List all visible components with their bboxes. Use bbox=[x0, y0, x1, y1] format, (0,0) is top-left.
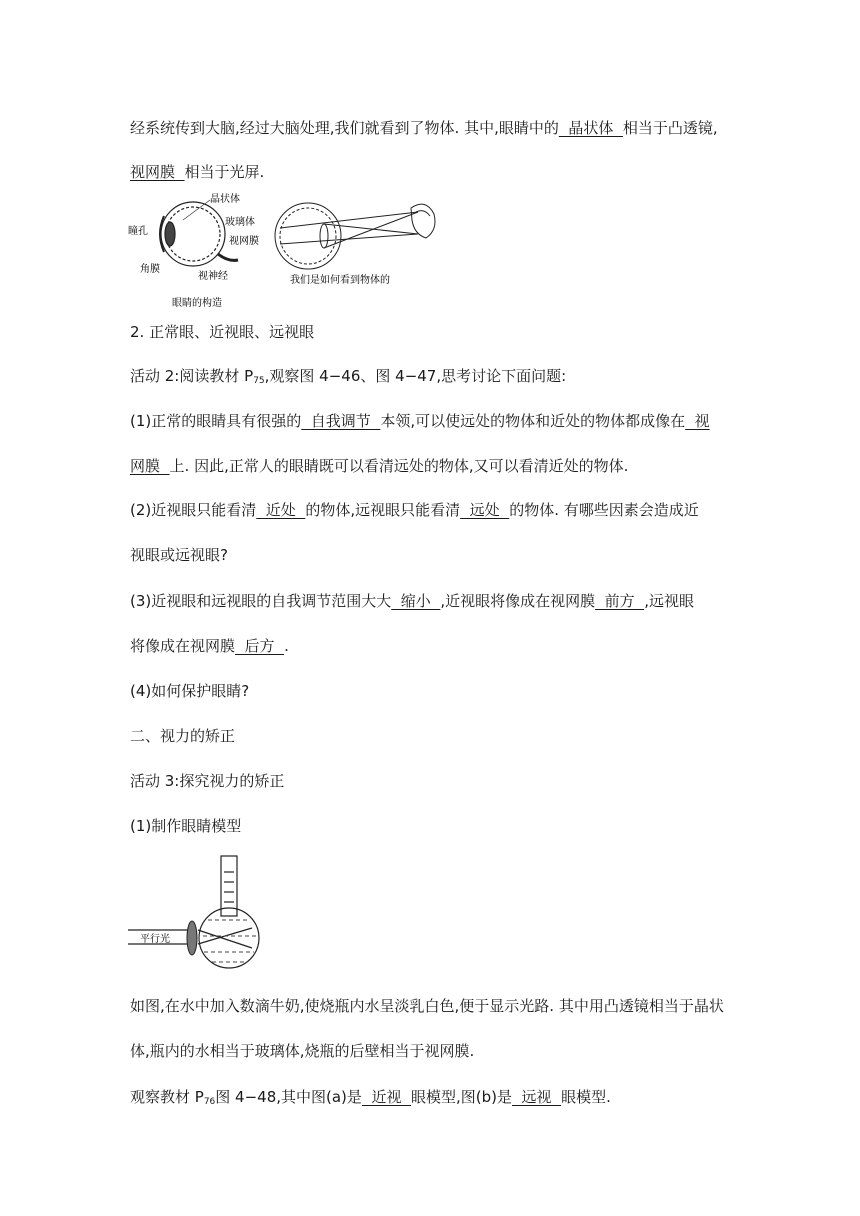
question: (4)如何保护眼睛? bbox=[130, 682, 250, 700]
text-line bbox=[130, 636, 289, 656]
text: (3)近视眼和远视眼的自我调节范围大大 bbox=[130, 592, 392, 610]
text-line bbox=[130, 118, 718, 138]
text: ,观察图 4−46、图 4−47,思考讨论下面问题: bbox=[264, 367, 567, 385]
text: 将像成在视网膜 bbox=[130, 637, 236, 655]
section-heading: 2. 正常眼、近视眼、远视眼 bbox=[130, 323, 315, 341]
subscript: 76 bbox=[203, 1097, 216, 1107]
eye-structure-figure bbox=[128, 190, 448, 312]
text: 图 4−48,其中图(a)是 bbox=[215, 1088, 362, 1106]
text-line: 视眼或远视眼? bbox=[130, 546, 228, 564]
subscript: 75 bbox=[253, 376, 265, 386]
label-cornea: 角膜 bbox=[140, 264, 160, 275]
answer-blank: 前方 bbox=[595, 592, 645, 610]
eye-diagram bbox=[160, 202, 238, 266]
label-pupil: 瞳孔 bbox=[128, 226, 148, 237]
answer-blank: 网膜 bbox=[130, 457, 170, 475]
eye-model-figure bbox=[128, 854, 278, 978]
answer-blank: 自我调节 bbox=[301, 412, 381, 430]
text: 本领,可以使远处的物体和近处的物体都成像在 bbox=[380, 412, 686, 430]
answer-blank: 缩小 bbox=[391, 592, 441, 610]
text: 经系统传到大脑,经过大脑处理,我们就看到了物体. 其中,眼睛中的 bbox=[130, 119, 559, 137]
activity-heading: 活动 3:探究视力的矫正 bbox=[130, 772, 285, 790]
text: 相当于光屏. bbox=[184, 163, 265, 181]
answer-blank: 视网膜 bbox=[130, 163, 185, 181]
figure-caption: 眼睛的构造 bbox=[172, 298, 222, 309]
text-line bbox=[130, 591, 694, 611]
text: 观察教材 P bbox=[130, 1088, 204, 1106]
label-parallel-light: 平行光 bbox=[140, 934, 170, 945]
text-line: 体,瓶内的水相当于玻璃体,烧瓶的后壁相当于视网膜. bbox=[130, 1042, 475, 1060]
label-vitreous: 玻璃体 bbox=[225, 217, 255, 228]
text: . bbox=[284, 637, 289, 655]
text: 上. 因此,正常人的眼睛既可以看清远处的物体,又可以看清近处的物体. bbox=[169, 457, 629, 475]
answer-blank: 近处 bbox=[256, 501, 306, 519]
text: 的物体,远视眼只能看清 bbox=[305, 501, 461, 519]
text: 的物体. 有哪些因素会造成近 bbox=[509, 501, 699, 519]
text-line bbox=[130, 162, 264, 182]
text-line bbox=[130, 500, 699, 520]
answer-blank: 远处 bbox=[460, 501, 510, 519]
text-line: 如图,在水中加入数滴牛奶,使烧瓶内水呈淡乳白色,便于显示光路. 其中用凸透镜相当于晶状 bbox=[130, 997, 724, 1015]
text: (1)正常的眼睛具有很强的 bbox=[130, 412, 302, 430]
answer-blank: 近视 bbox=[361, 1088, 411, 1106]
item-heading: (1)制作眼睛模型 bbox=[130, 817, 242, 835]
text: 眼模型,图(b)是 bbox=[411, 1088, 512, 1106]
figure-caption: 我们是如何看到物体的 bbox=[290, 275, 390, 286]
text-line bbox=[130, 411, 710, 431]
label-lens: 晶状体 bbox=[210, 194, 240, 205]
answer-blank: 后方 bbox=[235, 637, 285, 655]
text: (2)近视眼只能看清 bbox=[130, 501, 257, 519]
text: 眼模型. bbox=[561, 1088, 611, 1106]
answer-blank: 视 bbox=[685, 412, 710, 430]
answer-blank: 晶状体 bbox=[558, 119, 623, 137]
label-retina: 视网膜 bbox=[229, 236, 259, 247]
text-line bbox=[130, 456, 628, 476]
text: ,远视眼 bbox=[644, 592, 694, 610]
text: 相当于凸透镜, bbox=[622, 119, 718, 137]
text: ,近视眼将像成在视网膜 bbox=[440, 592, 596, 610]
text: 活动 2:阅读教材 P bbox=[130, 367, 254, 385]
text-line bbox=[130, 366, 566, 391]
text-line bbox=[130, 1087, 611, 1112]
answer-blank: 远视 bbox=[512, 1088, 562, 1106]
vision-diagram bbox=[275, 203, 435, 269]
label-optic-nerve: 视神经 bbox=[198, 271, 228, 282]
section-heading: 二、视力的矫正 bbox=[130, 727, 236, 745]
